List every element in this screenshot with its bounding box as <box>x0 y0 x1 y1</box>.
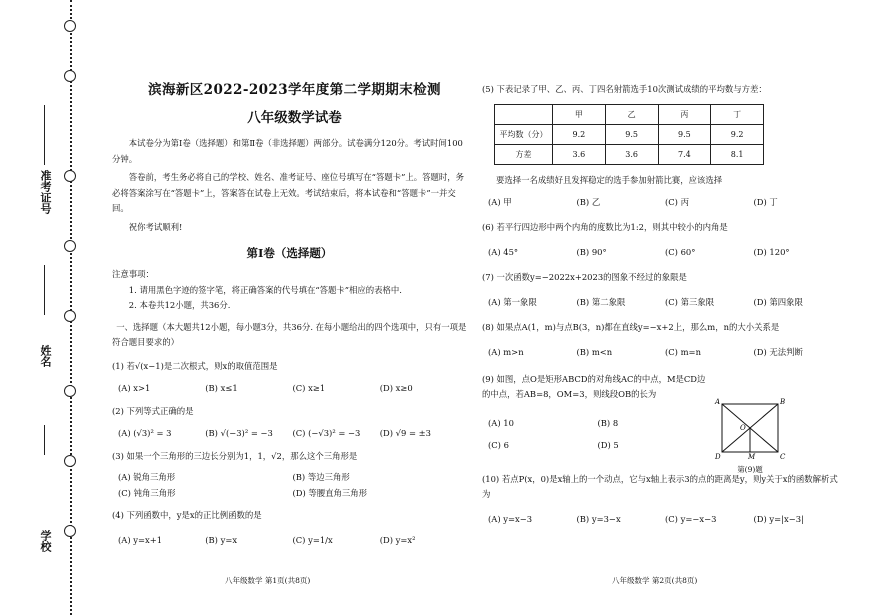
center-label: O <box>740 424 746 432</box>
table-row <box>495 144 764 164</box>
question-options <box>112 381 467 396</box>
option: (D) √9 = ±3 <box>379 427 432 438</box>
exam-no-label: 准考证号 <box>39 170 52 214</box>
option: (B) 第二象限 <box>576 297 626 307</box>
option: (D) 无法判断 <box>753 347 803 357</box>
question-stem: (7) 一次函数y=−2022x+2023的图象不经过的象限是 <box>482 272 687 282</box>
midpoint-label: M <box>748 453 756 460</box>
table-cell: 3.6 <box>605 144 658 164</box>
option: (C) 丙 <box>665 197 689 207</box>
option: (A) 第一象限 <box>488 297 537 307</box>
option: (C) y=−x−3 <box>665 514 717 524</box>
table-cell: 乙 <box>605 104 658 124</box>
vertex-label: A <box>715 398 721 406</box>
table-cell <box>495 104 553 124</box>
binding-hole <box>64 310 76 322</box>
notice-item: 2. 本卷共12小题，共36分. <box>128 300 231 310</box>
table-cell: 9.5 <box>605 124 658 144</box>
table-cell: 9.2 <box>711 124 764 144</box>
option: (C) m=n <box>665 347 701 357</box>
class-line <box>44 425 45 455</box>
table-cell: 丁 <box>711 104 764 124</box>
question-options <box>482 345 842 360</box>
option: (C) 第三象限 <box>665 297 715 307</box>
option: (D) 第四象限 <box>753 297 803 307</box>
binding-hole <box>64 240 76 252</box>
option: (B) 等边三角形 <box>292 471 350 482</box>
option: (B) 8 <box>597 418 619 428</box>
option: (C) (−√3)² = −3 <box>292 427 361 438</box>
binding-hole <box>64 455 76 467</box>
school-label: 学校 <box>39 530 52 552</box>
question-options <box>112 486 467 500</box>
table-cell: 方差 <box>495 144 553 164</box>
table-cell: 3.6 <box>553 144 606 164</box>
option: (D) 等腰直角三角形 <box>292 487 368 498</box>
option: (A) 45° <box>488 247 519 257</box>
binding-hole <box>64 20 76 32</box>
question-options <box>482 295 842 310</box>
option: (A) y=x+1 <box>118 534 163 545</box>
table-cell: 丙 <box>658 104 711 124</box>
question-stem: (1) 若√(x−1)是二次根式，则x的取值范围是 <box>112 360 278 371</box>
option: (A) 10 <box>488 418 514 428</box>
table-cell: 甲 <box>553 104 606 124</box>
rectangle-diagram <box>714 398 786 460</box>
question-stem: (3) 如果一个三角形的三边长分别为1，1，√2，那么这个三角形是 <box>112 450 358 461</box>
option: (B) m<n <box>576 347 613 357</box>
binding-hole <box>64 525 76 537</box>
question-options <box>112 533 467 548</box>
option: (B) x≤1 <box>205 382 238 393</box>
option: (D) 120° <box>753 247 790 257</box>
vertex-label: C <box>780 453 786 460</box>
binding-hole <box>64 70 76 82</box>
option: (D) y=x² <box>379 534 416 545</box>
section-1-title: 第Ⅰ卷（选择题） <box>246 246 333 260</box>
table-header-row <box>495 104 764 124</box>
question-stem: (4) 下列函数中，y是x的正比例函数的是 <box>112 509 262 520</box>
option: (D) x≥0 <box>379 382 413 393</box>
question-stem: (6) 若平行四边形中两个内角的度数比为1:2，则其中较小的内角是 <box>482 222 728 232</box>
notice-item: 1. 请用黑色字迹的签字笔，将正确答案的代号填在“答题卡”相应的表格中. <box>128 284 402 295</box>
exam-subtitle: 八年级数学试卷 <box>247 110 342 126</box>
question-stem: (5) 下表记录了甲、乙、丙、丁四名射箭选手10次测试成绩的平均数与方差： <box>482 84 767 94</box>
seal-dotted-line <box>70 0 72 615</box>
answer-note-paragraph: 答卷前，考生务必将自己的学校、姓名、准考证号、座位号填写在“答题卡”上。答题时，务必将答案涂写在“答题卡”上，答案答在试卷上无效。考试结束后，将本试卷和“答题卡”一并交回。 <box>112 172 464 213</box>
binding-hole <box>64 170 76 182</box>
question-prompt: 要选择一名成绩好且发挥稳定的选手参加射箭比赛，应该选择 <box>496 174 723 185</box>
option: (B) 90° <box>576 247 607 257</box>
page-2-footer: 八年级数学 第2页(共8页) <box>612 576 698 585</box>
table-cell: 9.5 <box>658 124 711 144</box>
question-options <box>482 438 707 452</box>
table-cell: 平均数（分） <box>495 124 553 144</box>
option: (A) (√3)² = 3 <box>118 427 172 438</box>
table-cell: 8.1 <box>711 144 764 164</box>
question-stem: (9) 如图，点O是矩形ABCD的对角线AC的中点，M是CD边的中点，若AB=8，OM=3，则线段OB的长为 <box>482 374 706 399</box>
option: (C) 钝角三角形 <box>118 487 176 498</box>
option: (A) y=x−3 <box>488 514 533 524</box>
option: (D) y=|x−3| <box>753 514 804 524</box>
question-stem: (8) 如果点A(1，m)与点B(3，n)都在直线y=−x+2上，那么m，n的大小关系是 <box>482 322 780 332</box>
page-1 <box>112 78 467 548</box>
table-row <box>495 124 764 144</box>
option: (B) 乙 <box>576 197 601 207</box>
option: (D) 丁 <box>753 197 778 207</box>
question-options <box>112 426 467 441</box>
option: (A) x>1 <box>118 382 151 393</box>
exam-title: 滨海新区2022-2023学年度第二学期期末检测 <box>148 82 441 98</box>
table-cell: 7.4 <box>658 144 711 164</box>
score-table <box>494 104 764 165</box>
question-stem: (10) 若点P(x，0)是x轴上的一个动点，它与x轴上表示3的点的距离是y，则y关于x的函数解析式为 <box>482 474 838 499</box>
intro-paragraph: 本试卷分为第Ⅰ卷（选择题）和第Ⅱ卷（非选择题）两部分。试卷满分120分。考试时间100分钟。 <box>112 138 463 164</box>
question-options <box>482 416 707 430</box>
page-1-footer: 八年级数学 第1页(共8页) <box>225 576 311 585</box>
binding-margin <box>0 0 95 615</box>
option: (B) y=x <box>205 534 238 545</box>
notice-title: 注意事项： <box>112 269 154 279</box>
figure-caption: 第(9)题 <box>737 465 763 474</box>
option: (B) √(−3)² = −3 <box>205 427 273 438</box>
question-options <box>482 195 842 210</box>
table-cell: 9.2 <box>553 124 606 144</box>
option: (A) m>n <box>488 347 524 357</box>
wish-text: 祝你考试顺利! <box>128 221 183 232</box>
exam-no-line <box>44 105 45 165</box>
option: (C) 60° <box>665 247 696 257</box>
option: (D) 5 <box>597 440 619 450</box>
option: (C) 6 <box>488 440 509 450</box>
question-options <box>482 512 842 527</box>
option: (A) 甲 <box>488 197 512 207</box>
question-options <box>112 470 467 484</box>
name-label: 姓名 <box>39 345 52 367</box>
binding-hole <box>64 385 76 397</box>
option: (B) y=3−x <box>576 514 621 524</box>
option: (C) y=1/x <box>292 534 333 545</box>
vertex-label: D <box>715 453 721 460</box>
question-stem: (2) 下列等式正确的是 <box>112 405 194 416</box>
vertex-label: B <box>780 398 786 406</box>
name-line <box>44 265 45 315</box>
page-2 <box>482 82 842 527</box>
option: (A) 锐角三角形 <box>118 471 176 482</box>
section-instructions: 一、选择题（本大题共12小题，每小题3分，共36分. 在每小题给出的四个选项中，只有一项是符合题目要求的） <box>112 321 467 347</box>
question-options <box>482 245 842 260</box>
option: (C) x≥1 <box>292 382 326 393</box>
rectangle-figure <box>714 398 786 478</box>
